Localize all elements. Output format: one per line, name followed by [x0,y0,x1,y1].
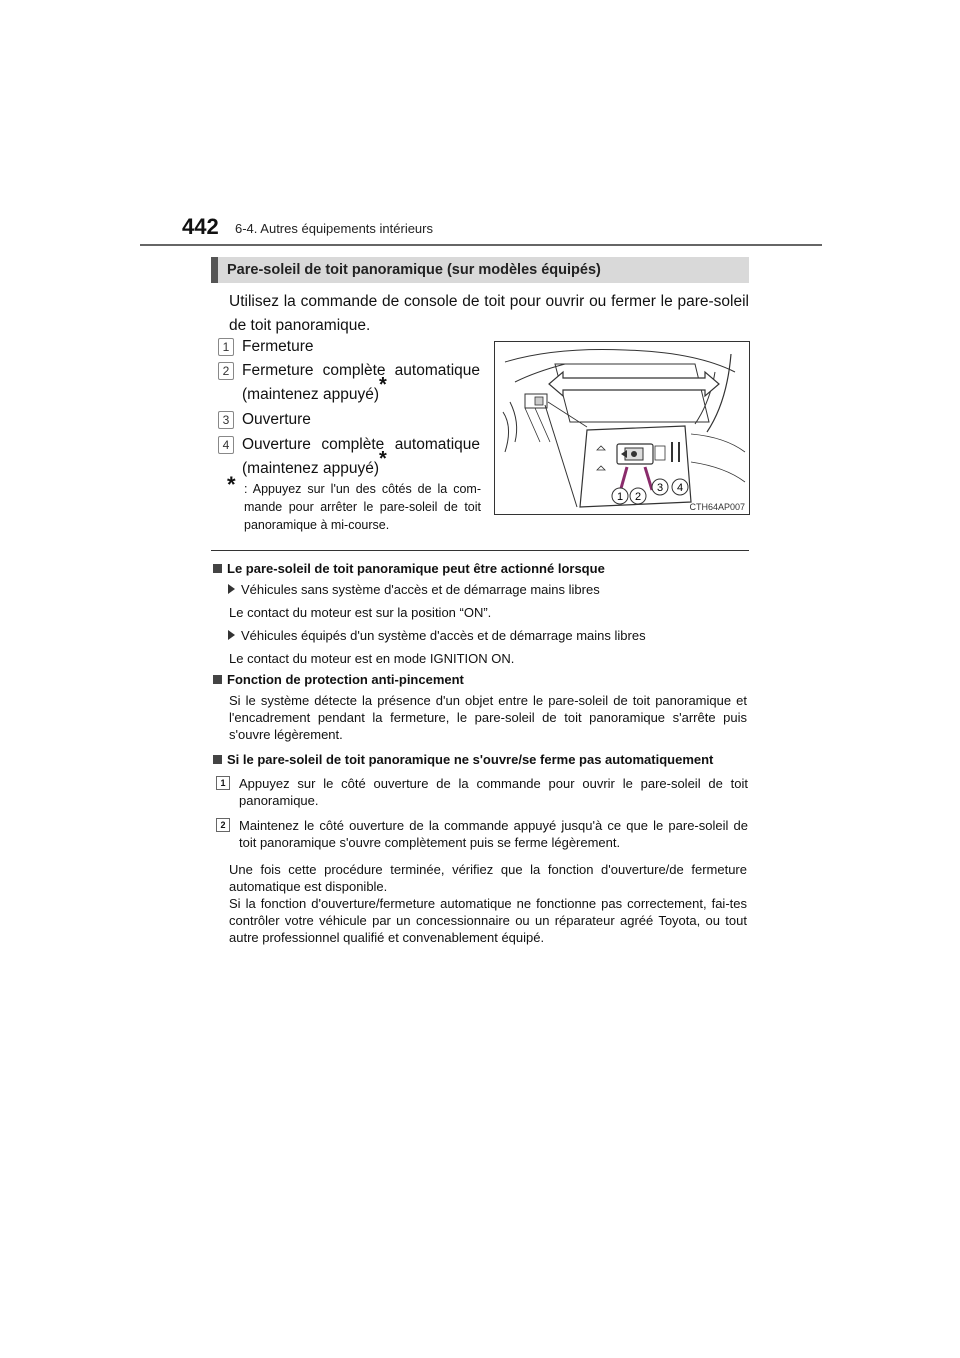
square-bullet-icon [213,564,222,573]
triangle-bullet-icon [228,630,235,640]
intro-text: Utilisez la commande de console de toit pour ouvrir ou fermer le pare-soleil de toit panoramique. [229,293,749,334]
procedure-step-2-text: Maintenez le côté ouverture de la commande appuyé jusqu'à ce que le pare-soleil de toit panoramique s'ouvre complètement puis se ferme légèrement. [239,818,748,850]
para-on-position: Le contact du moteur est sur la position “ON”. [229,605,492,620]
footnote-text: : Appuyez sur l'un des côtés de la com-mande pour arrêter le pare-soleil de toit panoramique à mi-course. [244,482,481,532]
step-3 [218,408,480,432]
procedure-step-1-text: Appuyez sur le côté ouverture de la commande pour ouvrir le pare-soleil de toit panoramique. [239,776,748,808]
step-3-text: Ouverture [242,411,311,428]
procedure-step-1 [216,775,748,809]
para-ignition-on: Le contact du moteur est en mode IGNITION ON. [229,651,515,666]
step-1-text: Fermeture [242,338,314,355]
square-bullet-icon [213,755,222,764]
illustration-drawing [495,342,750,515]
procedure-step-1-number: 1 [216,776,230,790]
para-verify: Une fois cette procédure terminée, vérifiez que la fonction d'ouverture/de fermeture automatique est disponible. [229,862,747,894]
step-1 [218,335,480,359]
step-2 [218,359,480,407]
figure-code: CTH64AP007 [689,502,745,512]
square-bullet-icon [213,675,222,684]
section-title-bar [211,257,749,283]
footnote [227,472,481,534]
callout-2-label: 2 [634,491,642,503]
step-2-star: * [379,373,387,396]
footnote-star: * [227,472,236,497]
step-2-number: 2 [218,362,234,380]
step-4-star: * [379,447,387,470]
procedure-step-2 [216,817,748,851]
subheading-operation-conditions: Le pare-soleil de toit panoramique peut être actionné lorsque [213,561,605,576]
section-title: Pare-soleil de toit panoramique (sur modèles équipés) [227,262,601,278]
step-4-number: 4 [218,436,234,454]
page-number: 442 [182,214,219,239]
subheading-jam-protection: Fonction de protection anti-pincement [213,672,464,687]
separator-rule [211,550,749,551]
header-rule [140,244,822,246]
bullet-with-smart-entry: Véhicules équipés d'un système d'accès et de démarrage mains libres [228,628,646,643]
bullet-without-smart-entry: Véhicules sans système d'accès et de démarrage mains libres [228,582,600,597]
step-3-number: 3 [218,411,234,429]
step-4-text: Ouverture complète automatique (maintenez appuyé)* [242,436,480,477]
sunshade-switch-illustration [494,341,750,515]
step-2-text: Fermeture complète automatique (maintenez appuyé)* [242,362,480,403]
subheading-not-automatic: Si le pare-soleil de toit panoramique ne s'ouvre/se ferme pas automatiquement [213,752,713,767]
callout-3-label: 3 [656,482,664,494]
callout-4-label: 4 [676,482,684,494]
para-dealer: Si la fonction d'ouverture/fermeture automatique ne fonctionne pas correctement, fai-tes contrôler votre véhicule par un concessionnaire ou un réparateur agréé Toyota, ou tout autre professionnel qualifié et convenablement équipé. [229,896,747,945]
triangle-bullet-icon [228,584,235,594]
para-jam-protection: Si le système détecte la présence d'un objet entre le pare-soleil de toit panoramique et l'encadrement pendant la fermeture, le pare-soleil de toit panoramique s'arrête puis s'ouvre légèrement. [229,693,747,742]
section-accent [211,257,218,283]
procedure-step-2-number: 2 [216,818,230,832]
step-4 [218,433,480,481]
callout-1-label: 1 [616,491,624,503]
step-1-number: 1 [218,338,234,356]
running-head: 6-4. Autres équipements intérieurs [235,221,433,236]
